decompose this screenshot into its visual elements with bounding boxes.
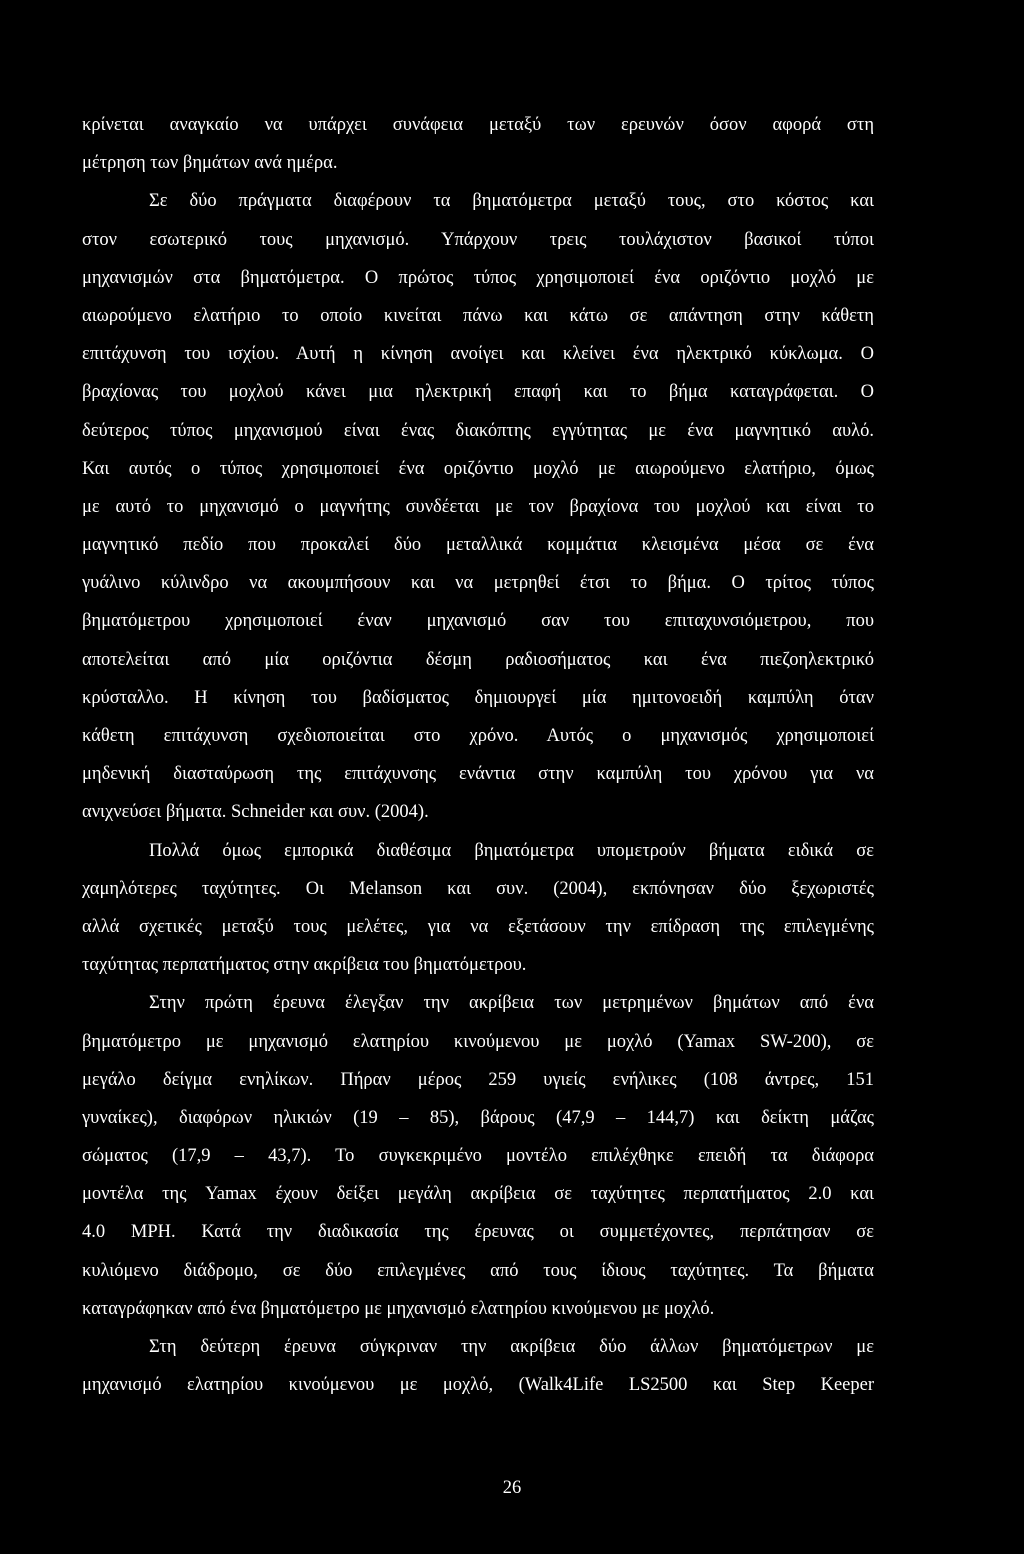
text-line: δεύτερος τύπος μηχανισμού είναι ένας διακόπτης εγγύτητας με ένα μαγνητικό αυλό. bbox=[82, 420, 874, 441]
text-line: κάθετη επιτάχυνση σχεδιοποιείται στο χρόνο. Αυτός ο μηχανισμός χρησιμοποιεί bbox=[82, 726, 874, 746]
text-line: Και αυτός ο τύπος χρησιμοποιεί ένα οριζόντιο μοχλό με αιωρούμενο ελατήριο, όμως bbox=[82, 458, 874, 479]
body-text bbox=[82, 106, 874, 1404]
text-line: βραχίονας του μοχλού κάνει μια ηλεκτρική επαφή και το βήμα καταγράφεται. Ο bbox=[82, 382, 874, 403]
text-line: ταχύτητας περπατήματος στην ακρίβεια του βηματόμετρου. bbox=[82, 955, 527, 976]
text-line: κρύσταλλο. Η κίνηση του βαδίσματος δημιουργεί μία ημιτονοειδή καμπύλη όταν bbox=[82, 687, 874, 708]
text-line: γυναίκες), διαφόρων ηλικιών (19 – 85), βάρους (47,9 – 144,7) και δείκτη μάζας bbox=[82, 1107, 874, 1128]
text-line: βηματόμετρο με μηχανισμό ελατηρίου κινούμενου με μοχλό (Yamax SW-200), σε bbox=[82, 1031, 874, 1052]
text-line: επιτάχυνση του ισχίου. Αυτή η κίνηση ανοίγει και κλείνει ένα ηλεκτρικό κύκλωμα. Ο bbox=[82, 344, 874, 365]
text-line: κρίνεται αναγκαίο να υπάρχει συνάφεια μεταξύ των ερευνών όσον αφορά στη bbox=[82, 115, 874, 135]
text-line: μεγάλο δείγμα ενηλίκων. Πήραν μέρος 259 υγιείς ενήλικες (108 άντρες, 151 bbox=[82, 1069, 874, 1090]
text-line: αιωρούμενο ελατήριο το οποίο κινείται πάνω και κάτω σε απάντηση στην κάθετη bbox=[82, 305, 874, 326]
text-line: κυλιόμενο διάδρομο, σε δύο επιλεγμένες από τους ίδιους ταχύτητες. Τα βήματα bbox=[82, 1260, 874, 1281]
page-number: 26 bbox=[502, 1478, 522, 1498]
text-line: σώματος (17,9 – 43,7). Το συγκεκριμένο μοντέλο επιλέχθηκε επειδή τα διάφορα bbox=[82, 1146, 874, 1167]
text-line: Πολλά όμως εμπορικά διαθέσιμα βηματόμετρα υπομετρούν βήματα ειδικά σε bbox=[149, 840, 874, 861]
text-line: βηματόμετρου χρησιμοποιεί έναν μηχανισμό σαν του επιταχυνσιόμετρου, που bbox=[82, 611, 874, 632]
text-line: μηχανισμό ελατηρίου κινούμενου με μοχλό, (Walk4Life LS2500 και Step Keeper bbox=[82, 1375, 874, 1396]
text-line: στον εσωτερικό τους μηχανισμό. Υπάρχουν τρεις τουλάχιστον βασικοί τύποι bbox=[82, 229, 874, 250]
text-line: αλλά σχετικές μεταξύ τους μελέτες, για να εξετάσουν την επίδραση της επιλεγμένης bbox=[82, 916, 874, 937]
text-line: καταγράφηκαν από ένα βηματόμετρο με μηχανισμό ελατηρίου κινούμενου με μοχλό. bbox=[82, 1298, 715, 1319]
text-line: Σε δύο πράγματα διαφέρουν τα βηματόμετρα μεταξύ τους, στο κόστος και bbox=[149, 191, 874, 212]
text-line: μέτρηση των βημάτων ανά ημέρα. bbox=[82, 153, 338, 174]
text-line: μηχανισμών στα βηματόμετρα. Ο πρώτος τύπος χρησιμοποιεί ένα οριζόντιο μοχλό με bbox=[82, 267, 874, 288]
text-line: μηδενική διασταύρωση της επιτάχυνσης ενάντια στην καμπύλη του χρόνου για να bbox=[82, 764, 874, 785]
text-line: 4.0 MPH. Κατά την διαδικασία της έρευνας οι συμμετέχοντες, περπάτησαν σε bbox=[82, 1222, 874, 1243]
text-line: γυάλινο κύλινδρο να ακουμπήσουν και να μετρηθεί έτσι το βήμα. Ο τρίτος τύπος bbox=[82, 573, 874, 594]
text-line: χαμηλότερες ταχύτητες. Οι Melanson και συν. (2004), εκπόνησαν δύο ξεχωριστές bbox=[82, 878, 874, 899]
text-line: μοντέλα της Yamax έχουν δείξει μεγάλη ακρίβεια σε ταχύτητες περπατήματος 2.0 και bbox=[82, 1184, 874, 1205]
text-line: Στην πρώτη έρευνα έλεγξαν την ακρίβεια των μετρημένων βημάτων από ένα bbox=[149, 993, 874, 1014]
text-line: με αυτό το μηχανισμό ο μαγνήτης συνδέεται με τον βραχίονα του μοχλού και είναι το bbox=[82, 496, 874, 517]
text-line: Στη δεύτερη έρευνα σύγκριναν την ακρίβεια δύο άλλων βηματόμετρων με bbox=[149, 1337, 874, 1357]
text-line: ανιχνεύσει βήματα. Schneider και συν. (2004). bbox=[82, 802, 429, 823]
text-line: μαγνητικό πεδίο που προκαλεί δύο μεταλλικά κομμάτια κλεισμένα μέσα σε ένα bbox=[82, 535, 874, 556]
text-line: αποτελείται από μία οριζόντια δέσμη ραδιοσήματος και ένα πιεζοηλεκτρικό bbox=[82, 649, 874, 670]
